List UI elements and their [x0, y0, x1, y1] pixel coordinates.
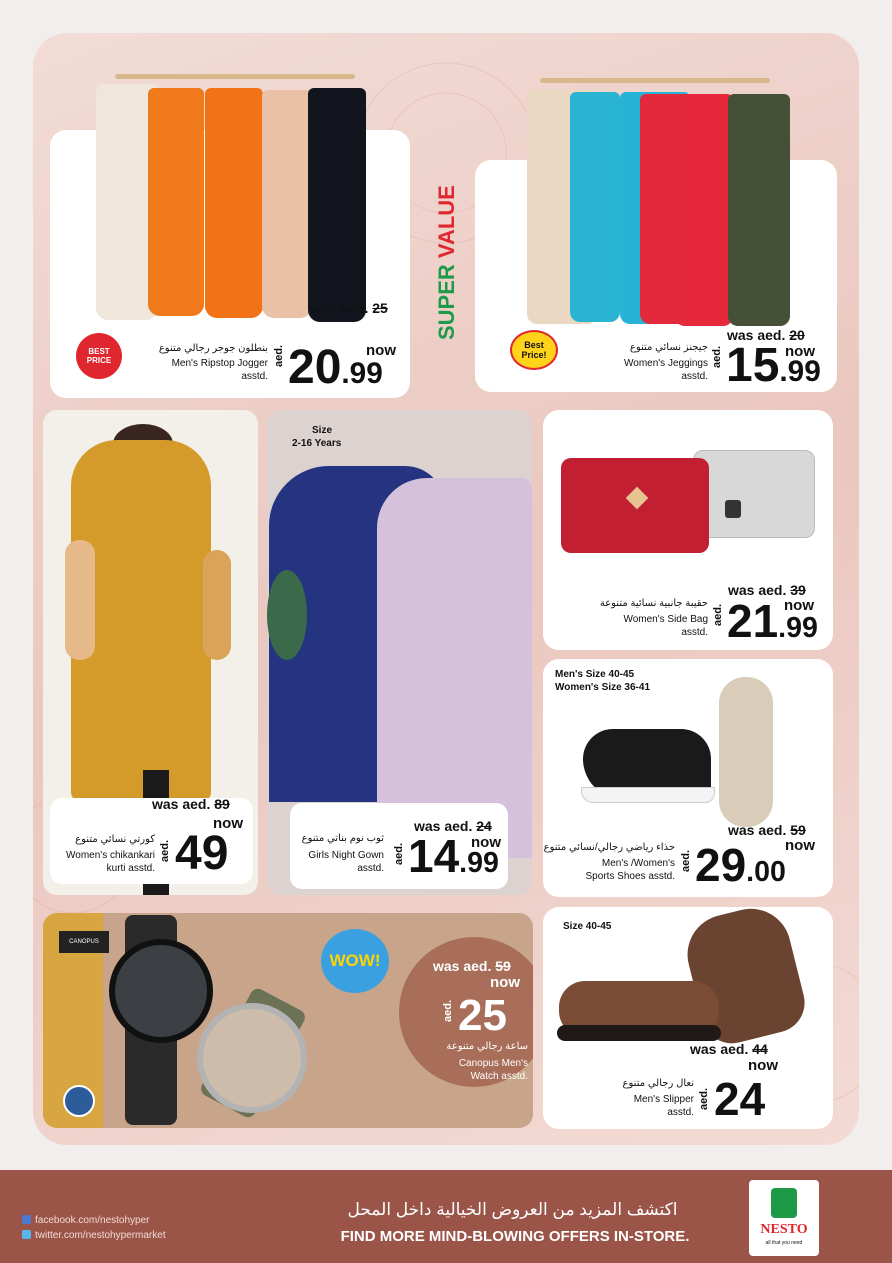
- footer-arabic: اكتشف المزيد من العروض الخيالية داخل المحل: [347, 1200, 678, 1219]
- facebook-link[interactable]: facebook.com/nestohyper: [22, 1215, 150, 1226]
- watch-brand-icon: [63, 1085, 95, 1117]
- nesto-wordmark: NESTO: [760, 1222, 808, 1237]
- nightgown-ar: ثوب نوم بناتي متنوع: [301, 833, 384, 844]
- watch-en: Canopus Men's Watch asstd.: [458, 1058, 528, 1082]
- kurti-aed: aed.: [159, 840, 171, 863]
- kurti-price: 49: [175, 827, 229, 880]
- shoes-aed: aed.: [680, 850, 692, 873]
- nightgown-price: 14.99: [408, 830, 499, 882]
- nesto-mark-icon: [771, 1188, 797, 1218]
- nesto-logo[interactable]: [749, 1180, 819, 1256]
- jeggings-ar: جيجنز نسائي متنوع: [629, 342, 708, 353]
- sidebag-price: 21.99: [727, 595, 818, 647]
- shoes-now: now: [785, 837, 815, 854]
- sidebag-aed: aed.: [712, 604, 724, 627]
- nightgown-size: Size 2-16 Years: [292, 425, 342, 449]
- jeggings-en: Women's Jeggings asstd.: [624, 358, 708, 382]
- jeggings-was: was aed. 20: [727, 327, 805, 343]
- jogger-ar: بنطلون جوجر رجالي متنوع: [158, 343, 268, 354]
- jogger-price: 20.99: [288, 341, 383, 394]
- twitter-icon: [22, 1230, 31, 1239]
- kurti-ar: كورتي نسائي متنوع: [75, 834, 155, 845]
- nightgown-en: Girls Night Gown asstd.: [308, 850, 384, 874]
- nesto-tagline: all that you need: [765, 1240, 803, 1246]
- jogger-aed: aed.: [273, 345, 285, 368]
- jogger-en: Men's Ripstop Jogger asstd.: [171, 358, 268, 382]
- watch-aed: aed.: [442, 1000, 454, 1023]
- nightgown-now: now: [471, 834, 501, 851]
- footer-english: FIND MORE MIND-BLOWING OFFERS IN-STORE.: [340, 1228, 690, 1245]
- super-value-logo: SUPER VALUE: [434, 185, 459, 340]
- sidebag-now: now: [784, 597, 814, 614]
- jeggings-aed: aed.: [711, 346, 723, 369]
- nightgown-aed: aed.: [393, 843, 405, 866]
- sidebag-ar: حقيبة جانبية نسائية متنوعة: [599, 598, 708, 609]
- sidebag-en: Women's Side Bag asstd.: [623, 614, 708, 638]
- slipper-was: was aed. 44: [690, 1041, 768, 1057]
- shoes-price: 29.00: [695, 839, 786, 891]
- slipper-now: now: [748, 1057, 778, 1074]
- shoes-was: was aed. 59: [728, 822, 806, 838]
- jogger-now: now: [366, 342, 396, 359]
- twitter-link[interactable]: twitter.com/nestohypermarket: [22, 1230, 166, 1241]
- jeggings-hanger: [540, 78, 770, 83]
- canopus-tag: CANOPUS: [59, 931, 109, 953]
- watch-was: was aed. 59: [433, 958, 511, 974]
- shoes-size: Men's Size 40-45 Women's Size 36-41: [555, 669, 651, 693]
- best-price-badge: BEST PRICE: [76, 333, 122, 379]
- jogger-was: was aed. 25: [310, 300, 388, 316]
- slipper-en: Men's Slipper asstd.: [633, 1094, 694, 1118]
- kurti-en: Women's chikankari kurti asstd.: [66, 850, 155, 874]
- shoes-ar: حذاء رياضي رجالي/نسائي متنوع: [543, 842, 675, 853]
- slipper-price: 24: [714, 1073, 766, 1125]
- slipper-size: Size 40-45: [563, 921, 612, 932]
- jeggings-now: now: [785, 343, 815, 360]
- kurti-was: was aed. 89: [152, 796, 230, 812]
- shoes-en: Men's /Women's Sports Shoes asstd.: [585, 858, 675, 882]
- slipper-aed: aed.: [698, 1088, 710, 1111]
- watch-ar: ساعة رجالي متنوعة: [446, 1041, 528, 1052]
- facebook-icon: [22, 1215, 31, 1224]
- sidebag-was: was aed. 39: [728, 582, 806, 598]
- watch-now: now: [490, 974, 520, 991]
- jeggings-price: 15.99: [726, 339, 821, 392]
- best-price-badge-2: Best Price!: [510, 330, 558, 370]
- watch-price: 25: [458, 991, 507, 1040]
- kurti-now: now: [213, 815, 243, 832]
- nightgown-was: was aed. 24: [414, 818, 492, 834]
- slipper-ar: نعال رجالي متنوع: [622, 1078, 694, 1089]
- jogger-hanger: [115, 74, 355, 79]
- wow-badge: WOW!: [321, 929, 389, 993]
